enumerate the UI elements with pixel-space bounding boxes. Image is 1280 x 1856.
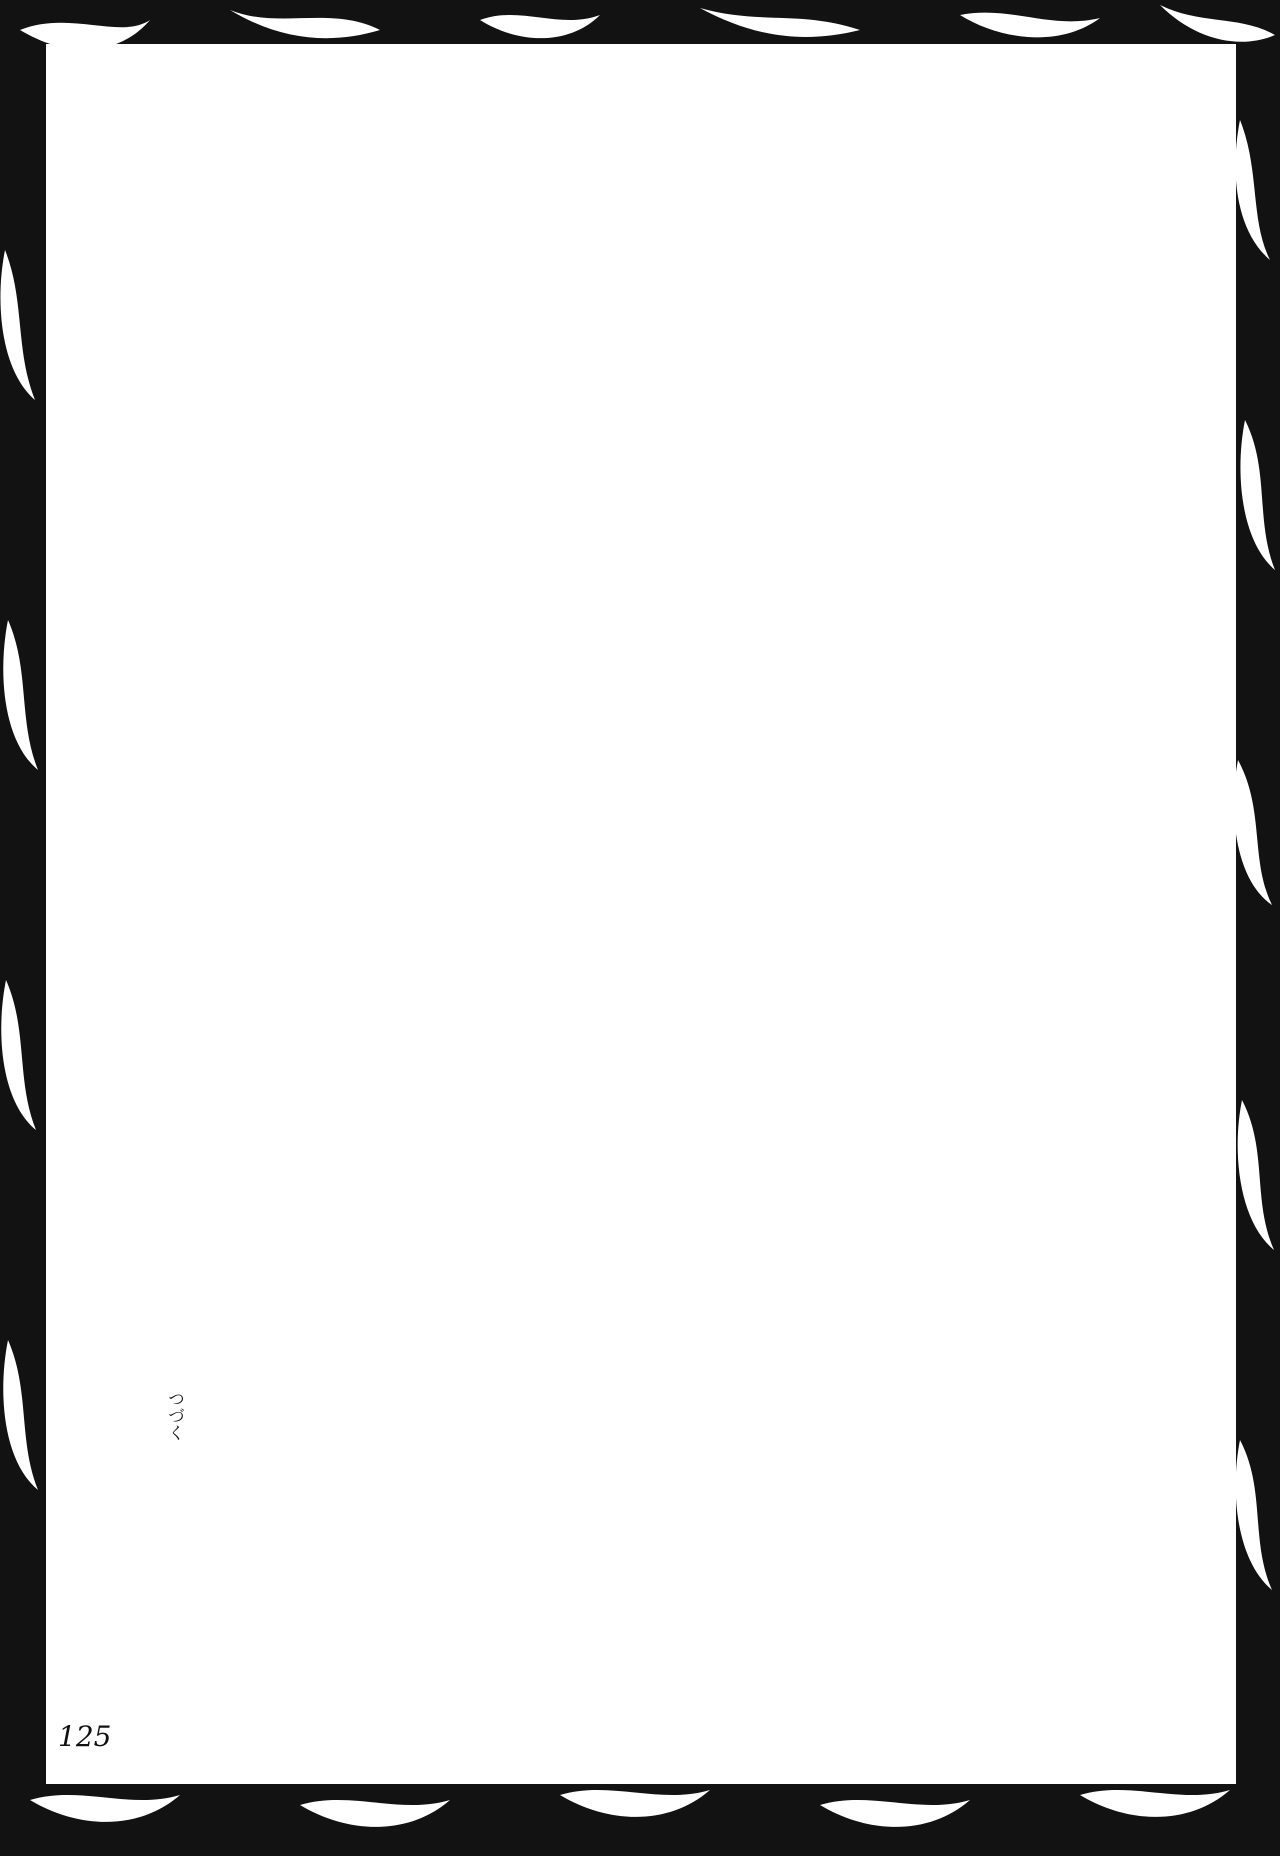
- feather-icon: [560, 1790, 710, 1817]
- feather-icon: [960, 13, 1100, 38]
- page-number: 125: [58, 1720, 112, 1753]
- feather-icon: [0, 250, 35, 400]
- feather-icon: [1235, 120, 1270, 260]
- feather-icon: [1, 980, 36, 1130]
- text-block-bottom-right: [640, 900, 1235, 1320]
- feather-icon: [1238, 1100, 1274, 1250]
- feather-icon: [3, 620, 38, 770]
- feather-icon: [480, 15, 600, 38]
- feather-icon: [1234, 760, 1272, 905]
- continued-label: つづく: [164, 1390, 184, 1441]
- feather-icon: [820, 1800, 970, 1827]
- feather-icon: [3, 1340, 38, 1490]
- feather-icon: [1240, 420, 1275, 570]
- text-block-top-right: [640, 52, 1235, 486]
- feather-icon: [1080, 1790, 1230, 1817]
- text-block-top-left: [72, 52, 620, 486]
- feather-icon: [30, 1795, 180, 1822]
- feather-icon: [230, 10, 380, 38]
- feather-icon: [1160, 5, 1275, 42]
- feather-icon: [1236, 1440, 1272, 1590]
- text-block-bottom-left: [72, 900, 620, 1320]
- feather-icon: [700, 8, 860, 37]
- feather-icon: [300, 1800, 450, 1827]
